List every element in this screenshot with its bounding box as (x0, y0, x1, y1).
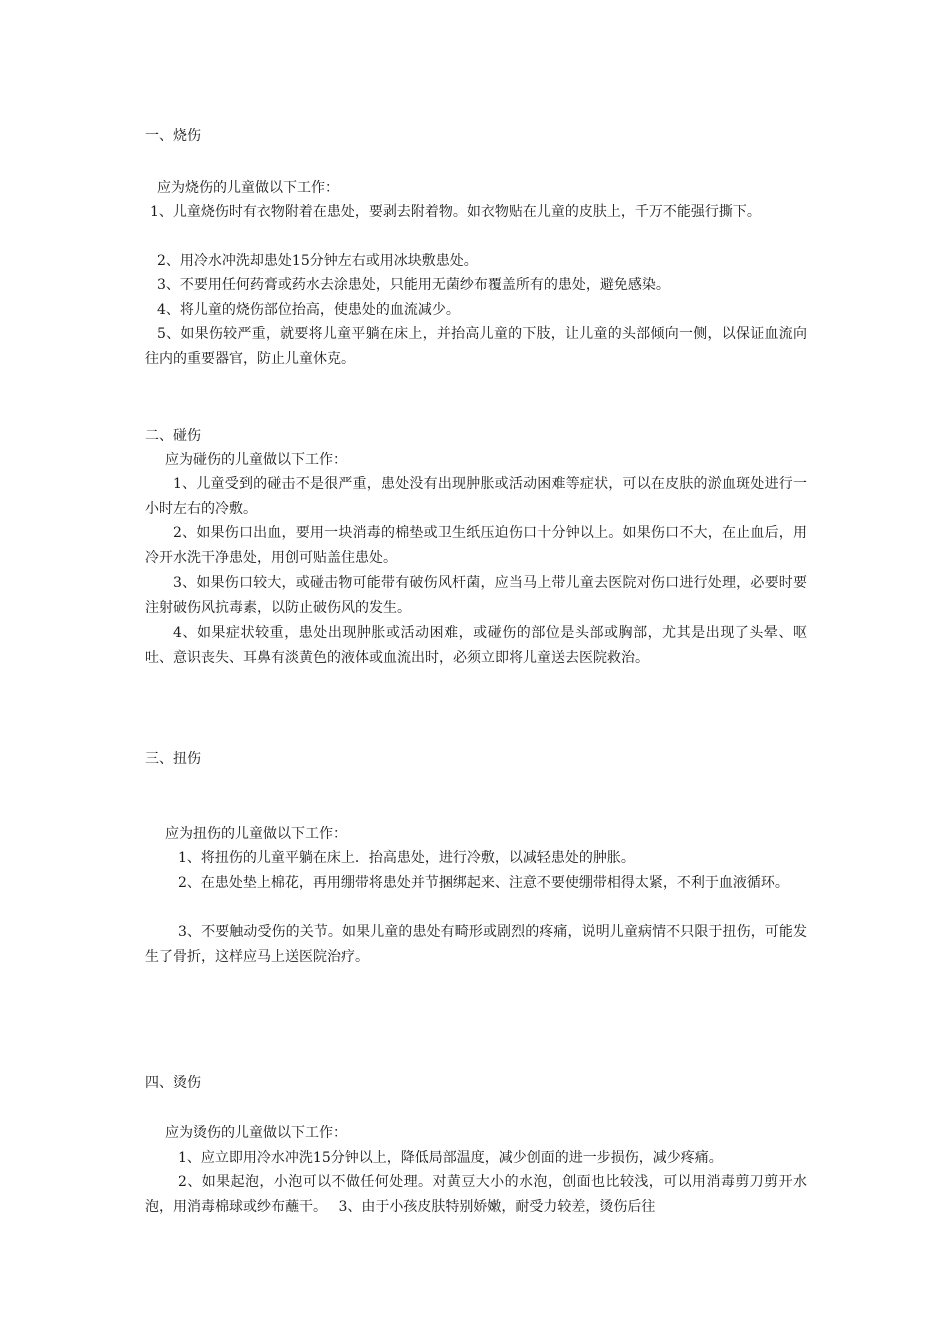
scald-item-2: 2、如果起泡，小泡可以不做任何处理。对黄豆大小的水泡，创面也比较浅，可以用消毒剪刀剪开水泡，用消毒棉球或纱布蘸干。 3、由于小孩皮肤特别娇嫩，耐受力较差，烫伤后往 (145, 1174, 807, 1215)
burn-item-5: 5、如果伤较严重，就要将儿童平躺在床上，并抬高儿童的下肢，让儿童的头部倾向一侧，以保证血流向往内的重要器官，防止儿童休克。 (145, 326, 807, 367)
section-title-burn: 一、烧伤 (145, 128, 201, 144)
burn-item-1: 1、儿童烧伤时有衣物附着在患处，要剥去附着物。如衣物贴在儿童的皮肤上，千万不能强行撕下。 (150, 204, 761, 220)
bruise-item-1: 1、儿童受到的碰击不是很严重，患处没有出现肿胀或活动困难等症状，可以在皮肤的淤血斑处进行一小时左右的冷敷。 (145, 476, 807, 517)
sprain-item-3: 3、不要触动受伤的关节。如果儿童的患处有畸形或剧烈的疼痛，说明儿童病情不只限于扭伤，可能发生了骨折，这样应马上送医院治疗。 (145, 924, 807, 965)
section-intro-sprain: 应为扭伤的儿童做以下工作： (165, 826, 347, 842)
bruise-item-3: 3、如果伤口较大，或碰击物可能带有破伤风杆菌，应当马上带儿童去医院对伤口进行处理，必要时要注射破伤风抗毒素，以防止破伤风的发生。 (145, 575, 807, 616)
burn-item-2: 2、用冷水冲洗却患处15分钟左右或用冰块敷患处。 (157, 253, 478, 269)
sprain-item-1: 1、将扭伤的儿童平躺在床上．抬高患处，进行冷敷，以减轻患处的肿胀。 (178, 850, 635, 866)
section-intro-scald: 应为烫伤的儿童做以下工作： (165, 1125, 347, 1141)
bruise-item-2: 2、如果伤口出血，要用一块消毒的棉垫或卫生纸压迫伤口十分钟以上。如果伤口不大，在止血后，用冷开水洗干净患处，用创可贴盖住患处。 (145, 525, 807, 566)
section-title-scald: 四、烫伤 (145, 1075, 201, 1091)
section-intro-bruise: 应为碰伤的儿童做以下工作： (165, 452, 347, 468)
section-title-bruise: 二、碰伤 (145, 428, 201, 444)
section-intro-burn: 应为烧伤的儿童做以下工作： (157, 180, 339, 196)
sprain-item-2: 2、在患处垫上棉花，再用绷带将患处并节捆绑起来、注意不要使绷带相得太紧，不利于血液循环。 (178, 875, 789, 891)
burn-item-4: 4、将儿童的烧伤部位抬高，使患处的血流减少。 (157, 302, 460, 318)
burn-item-3: 3、不要用任何药膏或药水去涂患处，只能用无菌纱布覆盖所有的患处，避免感染。 (157, 277, 670, 293)
scald-item-1: 1、应立即用冷水冲洗15分钟以上，降低局部温度，减少创面的进一步损伤，减少疼痛。 (178, 1150, 723, 1166)
bruise-item-4: 4、如果症状较重，患处出现肿胀或活动困难，或碰伤的部位是头部或胸部，尤其是出现了头晕、呕吐、意识丧失、耳鼻有淡黄色的液体或血流出时，必须立即将儿童送去医院救治。 (145, 625, 807, 666)
section-title-sprain: 三、扭伤 (145, 751, 201, 767)
